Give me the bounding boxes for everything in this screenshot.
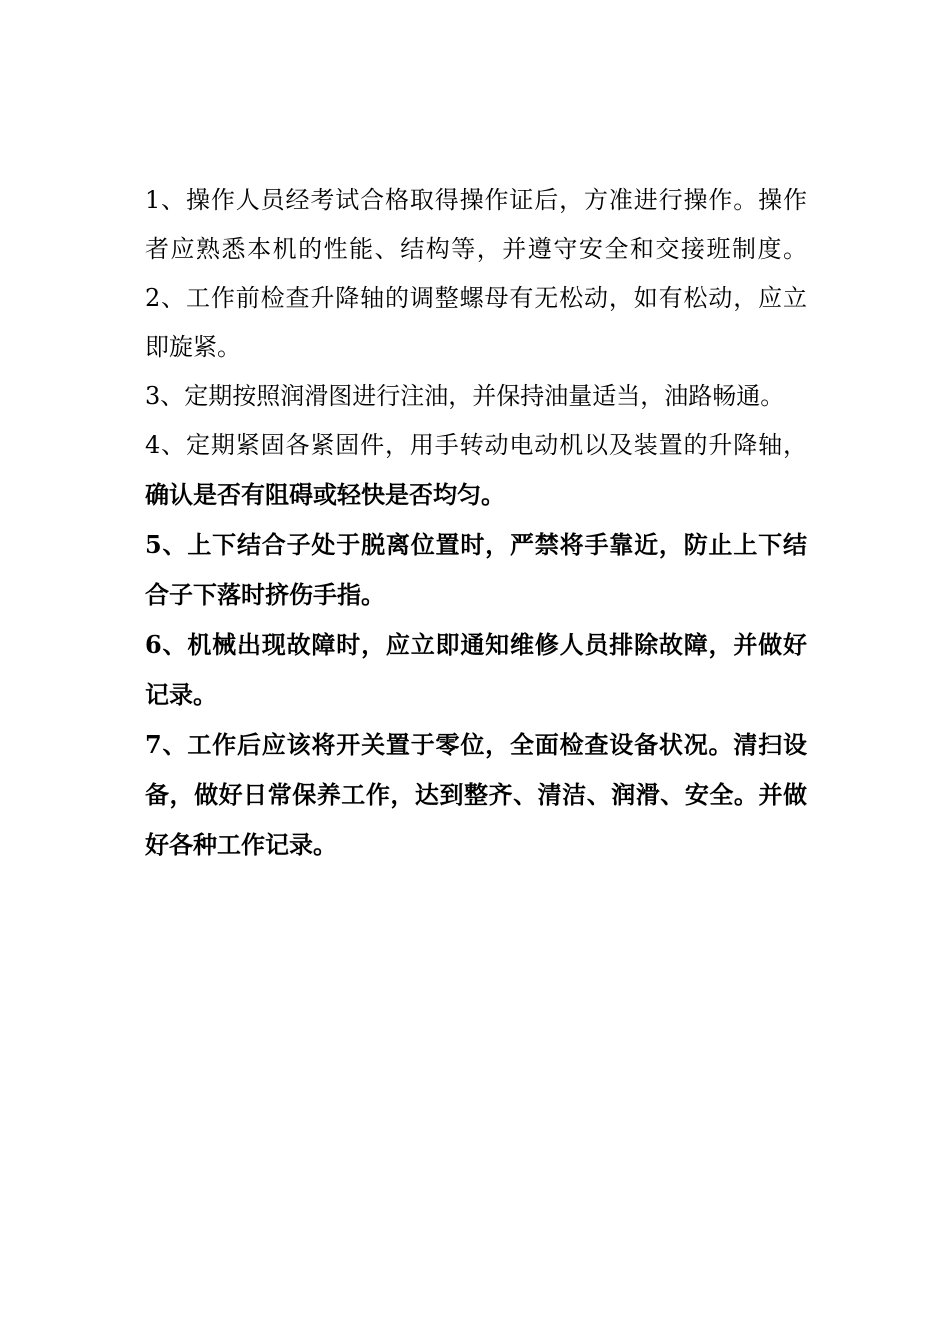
paragraph-text: 1、操作人员经考试合格取得操作证后，方准进行操作。操作者应熟悉本机的性能、结构等，并遵守安全和交接班制度。2、工作前检查升降轴的调整螺母有无松动，如有松动，应立即旋紧。	[145, 186, 807, 361]
document-body	[145, 176, 807, 870]
paragraph-5	[145, 520, 807, 620]
paragraph-7	[145, 720, 807, 870]
paragraph-4	[145, 421, 807, 520]
paragraph-text-bold: 5、上下结合子处于脱离位置时，严禁将手靠近，防止上下结合子下落时挤伤手指。	[145, 530, 807, 609]
paragraph-text-bold: 确认是否有阻碍或轻快是否均匀。	[145, 480, 505, 509]
paragraph-text: 4、定期紧固各紧固件，用手转动电动机以及装置的升降轴，	[145, 431, 807, 459]
paragraph-text-bold: 6、机械出现故障时，应立即通知维修人员排除故障，并做好记录。	[145, 630, 807, 709]
paragraph-6	[145, 620, 807, 720]
paragraph-3	[145, 372, 807, 421]
paragraph-1-2	[145, 176, 807, 372]
paragraph-text-bold: 7、工作后应该将开关置于零位，全面检查设备状况。清扫设备，做好日常保养工作，达到整齐、清洁、润滑、安全。并做好各种工作记录。	[145, 730, 807, 859]
paragraph-text: 3、定期按照润滑图进行注油，并保持油量适当，油路畅通。	[145, 382, 785, 410]
